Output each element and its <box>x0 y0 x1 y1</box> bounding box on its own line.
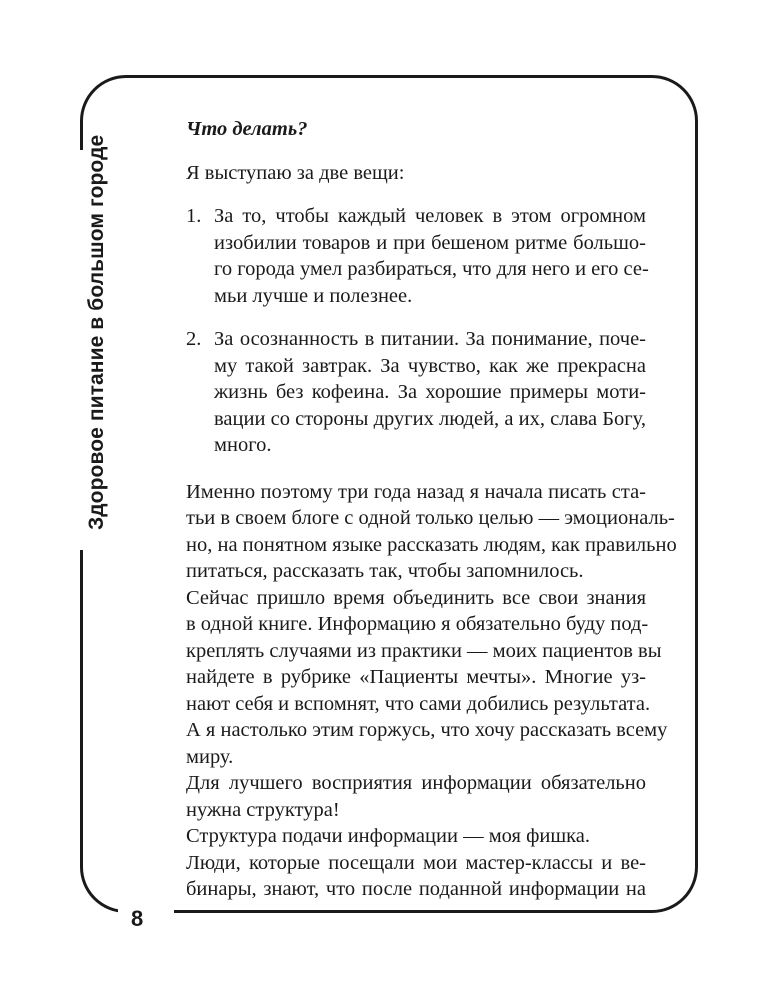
intro-text: Я выступаю за две вещи: <box>186 161 405 184</box>
text-line: мьи лучше и полезнее. <box>214 284 413 307</box>
text-line: Именно поэтому три года назад я начала писать ста- <box>186 480 646 503</box>
text-line: За осознанность в питании. За понимание, почe- <box>214 328 646 350</box>
paragraph <box>186 823 646 850</box>
section-heading: Что делать? <box>186 118 308 140</box>
text-line: питаться, рассказать так, чтобы запомнилось. <box>186 560 584 582</box>
text-line: вации со стороны других людей, а их, слава Богу, <box>214 407 646 430</box>
numbered-list <box>186 203 649 459</box>
page-number: 8 <box>131 906 144 931</box>
running-title: Здоровое питание в большом городе <box>85 134 108 530</box>
text-line: много. <box>214 434 272 456</box>
text-line: За то, чтобы каждый человек в этом огромном <box>214 205 646 227</box>
text-line: тьи в своем блоге с одной только целью — эмоциональ- <box>186 507 675 529</box>
list-item <box>186 203 649 309</box>
text-line: миру. <box>186 745 234 768</box>
list-item-number: 2. <box>186 328 202 350</box>
text-line: бинары, знают, что после поданной информации на <box>186 878 646 900</box>
text-line: жизнь без кофеина. За хорошие примеры моти- <box>214 381 646 403</box>
paragraph <box>186 850 646 903</box>
list-item-number: 1. <box>186 205 202 227</box>
text-line: в одной книге. Информацию я обязательно буду под- <box>186 613 649 635</box>
text-line: Структура подачи информации — моя фишка. <box>186 825 590 847</box>
text-line: креплять случаями из практики — моих пациентов вы <box>186 639 662 662</box>
text-line: Люди, которые посещали мои мастер-классы и ве- <box>186 851 646 874</box>
text-line: нают себя и вспомнят, что сами добились результата. <box>186 692 651 715</box>
paragraph <box>186 479 677 585</box>
text-line: Сейчас пришло время объединить все свои знания <box>186 586 646 609</box>
text-line: го города умел разбираться, что для него и его се- <box>214 258 649 280</box>
text-line: Для лучшего восприятия информации обязательно <box>186 772 646 794</box>
text-line: А я настолько этим горжусь, что хочу рассказать всему <box>186 719 668 741</box>
text-line: нужна структура! <box>186 798 340 821</box>
text-line: му такой завтрак. За чувство, как же прекрасна <box>214 354 646 377</box>
page-body <box>186 116 677 903</box>
text-line: изобилии товаров и при бешеном ритме большо- <box>214 231 646 254</box>
text-line: найдете в рубрике «Пациенты мечты». Многие уз- <box>186 666 646 688</box>
list-item <box>186 326 646 459</box>
text-line: но, на понятном языке рассказать людям, как правильно <box>186 533 677 556</box>
paragraph <box>186 770 646 823</box>
paragraph <box>186 585 668 771</box>
frame-gap-bottom <box>118 902 174 922</box>
